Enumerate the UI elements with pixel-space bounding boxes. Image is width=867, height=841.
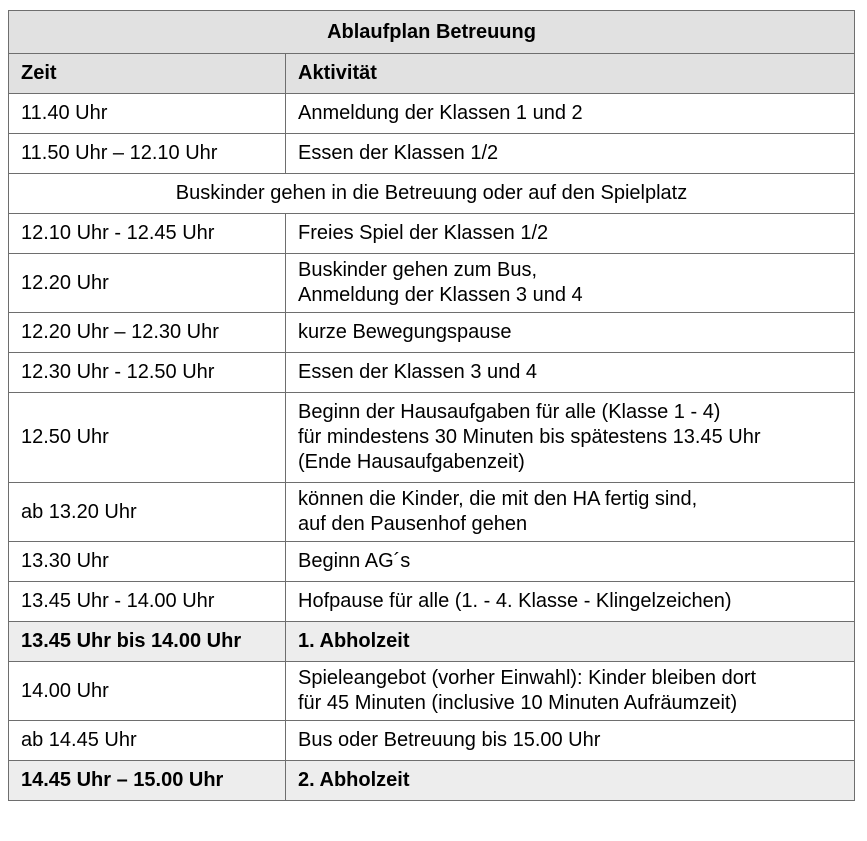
time-cell: 13.30 Uhr (9, 542, 286, 582)
activity-cell (286, 214, 855, 254)
activity-line: für mindestens 30 Minuten bis spätestens 13.45 Uhr (298, 426, 761, 448)
table-row (9, 353, 855, 393)
time-cell: ab 13.20 Uhr (9, 483, 286, 542)
time-cell: 11.40 Uhr (9, 94, 286, 134)
time-cell: 12.20 Uhr (9, 254, 286, 313)
full-width-note: Buskinder gehen in die Betreuung oder auf den Spielplatz (9, 174, 855, 214)
activity-cell (286, 542, 855, 582)
activity-line: Spieleangebot (vorher Einwahl): Kinder bleiben dort (298, 667, 757, 689)
time-cell: 13.45 Uhr bis 14.00 Uhr (9, 622, 286, 662)
table-row (9, 483, 855, 542)
activity-line: Bus oder Betreuung bis 15.00 Uhr (298, 729, 601, 751)
table-row (9, 313, 855, 353)
activity-line: Beginn der Hausaufgaben für alle (Klasse 1 - 4) (298, 401, 721, 423)
activity-line: können die Kinder, die mit den HA fertig sind, (298, 488, 698, 510)
activity-cell (286, 94, 855, 134)
activity-line: Anmeldung der Klassen 1 und 2 (298, 102, 583, 124)
activity-cell (286, 313, 855, 353)
schedule-table (8, 10, 855, 801)
header-row (9, 54, 855, 94)
activity-line: Essen der Klassen 3 und 4 (298, 361, 538, 383)
activity-cell (286, 353, 855, 393)
table-row-full-width (9, 174, 855, 214)
time-cell: 12.30 Uhr - 12.50 Uhr (9, 353, 286, 393)
activity-cell (286, 134, 855, 174)
table-title: Ablaufplan Betreuung (9, 11, 855, 54)
activity-line: Beginn AG´s (298, 550, 411, 572)
table-row (9, 662, 855, 721)
activity-cell (286, 582, 855, 622)
activity-line: 1. Abholzeit (298, 630, 410, 652)
activity-cell (286, 721, 855, 761)
time-cell: ab 14.45 Uhr (9, 721, 286, 761)
activity-line: 2. Abholzeit (298, 769, 410, 791)
activity-line: (Ende Hausaufgabenzeit) (298, 451, 525, 473)
activity-cell (286, 254, 855, 313)
table-row (9, 254, 855, 313)
activity-line: auf den Pausenhof gehen (298, 513, 528, 535)
activity-cell (286, 393, 855, 483)
activity-line: Buskinder gehen zum Bus, (298, 259, 538, 281)
time-cell: 14.45 Uhr – 15.00 Uhr (9, 761, 286, 801)
column-header-activity: Aktivität (286, 54, 855, 94)
table-row (9, 94, 855, 134)
activity-cell (286, 622, 855, 662)
activity-line: Freies Spiel der Klassen 1/2 (298, 222, 549, 244)
activity-line: für 45 Minuten (inclusive 10 Minuten Aufräumzeit) (298, 692, 738, 714)
time-cell: 12.10 Uhr - 12.45 Uhr (9, 214, 286, 254)
table-row-highlighted (9, 761, 855, 801)
table-row (9, 542, 855, 582)
title-row (9, 11, 855, 54)
table-row (9, 214, 855, 254)
activity-line: Anmeldung der Klassen 3 und 4 (298, 284, 583, 306)
table-row (9, 721, 855, 761)
activity-line: Essen der Klassen 1/2 (298, 142, 499, 164)
time-cell: 12.20 Uhr – 12.30 Uhr (9, 313, 286, 353)
time-cell: 14.00 Uhr (9, 662, 286, 721)
table-row (9, 582, 855, 622)
time-cell: 13.45 Uhr - 14.00 Uhr (9, 582, 286, 622)
table-row (9, 134, 855, 174)
table-row (9, 393, 855, 483)
activity-line: Hofpause für alle (1. - 4. Klasse - Klingelzeichen) (298, 590, 732, 612)
activity-cell (286, 662, 855, 721)
column-header-time: Zeit (9, 54, 286, 94)
activity-line: kurze Bewegungspause (298, 321, 512, 343)
activity-cell (286, 483, 855, 542)
activity-cell (286, 761, 855, 801)
time-cell: 11.50 Uhr – 12.10 Uhr (9, 134, 286, 174)
table-row-highlighted (9, 622, 855, 662)
time-cell: 12.50 Uhr (9, 393, 286, 483)
